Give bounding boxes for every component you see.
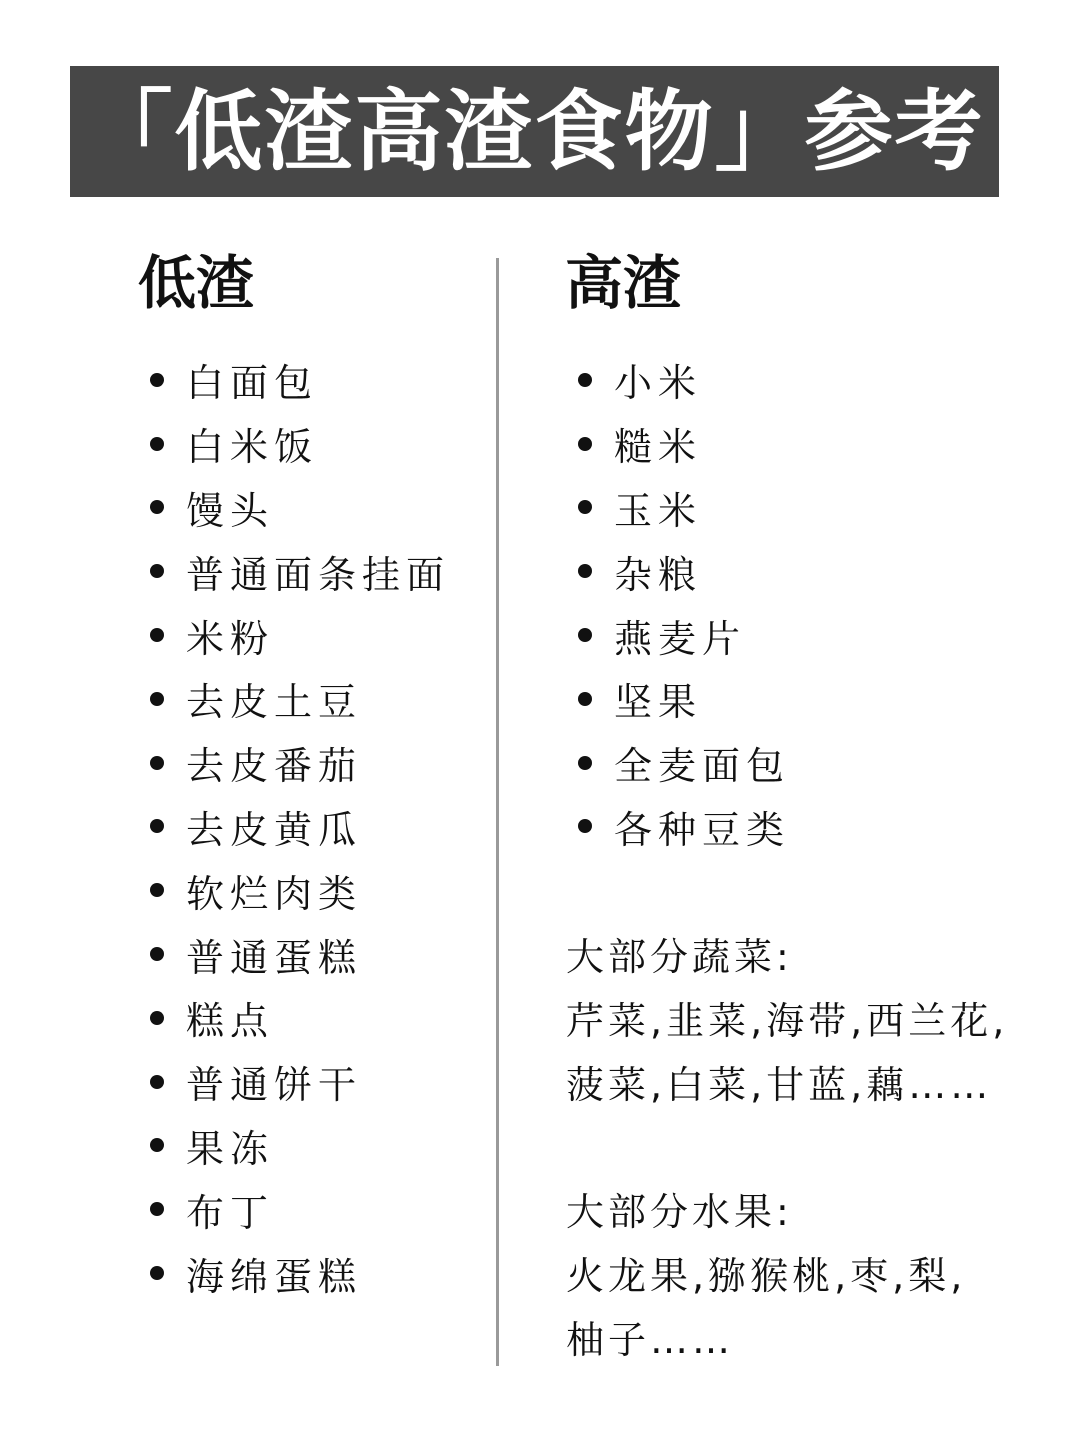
list-item-label: 普通饼干 [186,1063,363,1108]
bullet-icon [578,500,592,514]
list-item [150,1114,450,1178]
fruits-line-2: 柚子…… [566,1317,735,1362]
list-item [150,795,450,859]
bullet-icon [578,373,592,387]
list-item [578,795,790,859]
bullet-icon [150,437,164,451]
list-item-label: 普通面条挂面 [186,552,451,597]
low-residue-list [150,348,450,1305]
fruits-section [566,1181,966,1372]
high-residue-heading: 高渣 [565,249,682,317]
bullet-icon [150,947,164,961]
vegetables-line-1: 芹菜,韭菜,海带,西兰花, [566,998,1009,1043]
list-item [150,667,450,731]
list-item-label: 糕点 [186,999,275,1044]
list-item [150,603,450,667]
title-banner [70,66,999,197]
bullet-icon [150,373,164,387]
list-item-label: 去皮黄瓜 [186,807,363,852]
bullet-icon [150,628,164,642]
bullet-icon [150,692,164,706]
column-divider [496,258,499,1366]
list-item-label: 米粉 [186,616,275,661]
list-item-label: 小米 [614,361,703,406]
list-item-label: 去皮土豆 [186,680,363,725]
list-item-label: 去皮番茄 [186,744,363,789]
list-item [578,348,790,412]
list-item [150,986,450,1050]
bullet-icon [578,756,592,770]
bullet-icon [150,1075,164,1089]
page-title: 「低渣高渣食物」参考 [84,79,985,183]
bullet-icon [150,1266,164,1280]
list-item-label: 白面包 [186,361,319,406]
list-item [150,731,450,795]
list-item [150,1177,450,1241]
list-item-label: 坚果 [614,680,703,725]
list-item-label: 各种豆类 [614,807,791,852]
list-item [578,667,790,731]
list-item [578,603,790,667]
list-item [150,1050,450,1114]
vegetables-label: 大部分蔬菜: [566,935,793,979]
bullet-icon [150,1138,164,1152]
list-item-label: 海绵蛋糕 [186,1254,363,1299]
vegetables-line-2: 菠菜,白菜,甘蓝,藕…… [566,1062,993,1107]
bullet-icon [150,1011,164,1025]
list-item [150,858,450,922]
list-item-label: 果冻 [186,1126,275,1171]
bullet-icon [150,564,164,578]
list-item-label: 糙米 [614,425,703,470]
bullet-icon [150,1202,164,1216]
list-item-label: 布丁 [186,1190,275,1235]
list-item-label: 燕麦片 [614,616,747,661]
bullet-icon [150,819,164,833]
bullet-icon [150,756,164,770]
bullet-icon [578,692,592,706]
list-item-label: 普通蛋糕 [186,935,363,980]
list-item-label: 馒头 [186,488,275,533]
list-item-label: 软烂肉类 [186,871,363,916]
fruits-label: 大部分水果: [566,1190,793,1234]
bullet-icon [578,437,592,451]
list-item [150,476,450,540]
list-item [578,412,790,476]
bullet-icon [150,500,164,514]
list-item [150,348,450,412]
list-item [578,539,790,603]
low-residue-heading: 低渣 [138,249,255,317]
list-item [578,476,790,540]
list-item [150,922,450,986]
high-residue-list [578,348,790,858]
fruits-line-1: 火龙果,猕猴桃,枣,梨, [566,1253,967,1298]
bullet-icon [578,628,592,642]
list-item [578,731,790,795]
vegetables-section [566,926,1008,1117]
list-item-label: 玉米 [614,488,703,533]
list-item-label: 杂粮 [614,552,703,597]
list-item [150,539,450,603]
bullet-icon [578,564,592,578]
bullet-icon [578,819,592,833]
list-item-label: 全麦面包 [614,744,791,789]
bullet-icon [150,883,164,897]
list-item-label: 白米饭 [186,425,319,470]
list-item [150,412,450,476]
list-item [150,1241,450,1305]
